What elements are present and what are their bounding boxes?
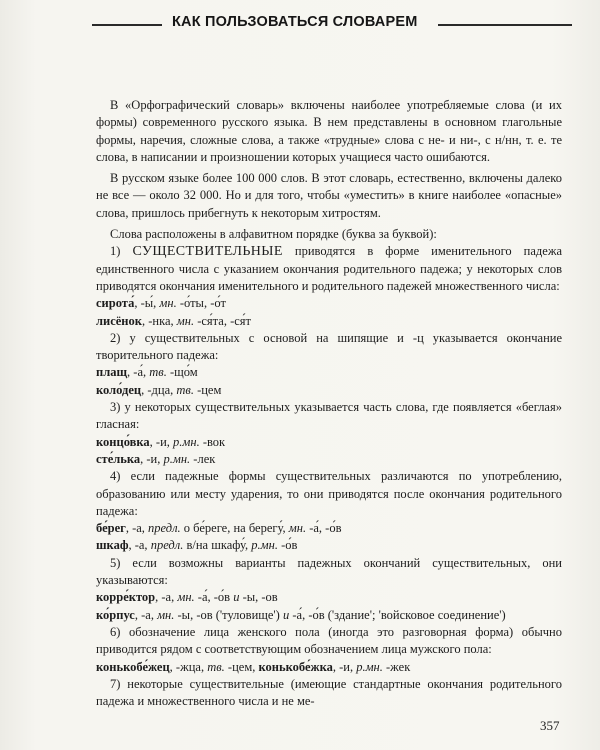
entry-text: -лек <box>190 451 216 466</box>
entry-lisyonok <box>96 313 562 330</box>
header-rule-left <box>92 24 162 26</box>
rule-2-paragraph: 2) у существительных с основой на шипящие и -ц указывается окончание творительного падежа: <box>96 330 562 363</box>
entry-text: , -а, <box>155 590 178 605</box>
entry-text: о бе́реге, на берегу́, <box>180 521 289 536</box>
page-number: 357 <box>540 718 560 733</box>
entry-kolodets <box>96 382 562 399</box>
entry-text: , -и, <box>149 434 174 449</box>
alphabetical-order-paragraph: Слова расположены в алфавитном порядке (буква за буквой): <box>110 227 437 242</box>
entry-sirota <box>96 295 562 312</box>
word-count-paragraph: В русском языке более 100 000 слов. В этот словарь, естественно, включены далеко не все — около 32 000. Но и для того, чтобы «уместить» в книге наиболее «опасные» слова, пришлось прибегнуть к некоторым хитростям. <box>96 171 562 220</box>
rule-3-paragraph: 3) у некоторых существительных указывается часть слова, где появляется «беглая» гласная: <box>96 400 562 432</box>
header-rule-right <box>438 24 572 26</box>
grammar-mark: мн. <box>288 521 307 536</box>
rule-5-paragraph: 5) если возможны варианты падежных окончаний существительных, они указываются: <box>96 555 562 588</box>
entry-text: , -жца, <box>169 659 208 674</box>
headword: плащ <box>96 365 128 380</box>
headword: конькобе́жец <box>96 659 170 674</box>
rule-6-paragraph: 6) обозначение лица женского пола (иногда это разговорная форма) обычно приводится рядом с соответствующим обозначением лица мужского пола: <box>96 624 562 657</box>
headword: лисёнок <box>96 313 142 328</box>
entry-text: -а́, -о́в <box>194 590 234 605</box>
rule-1-number: 1) <box>110 244 121 259</box>
entry-text: , -ы́, <box>134 296 160 311</box>
headword: концо́вка <box>96 434 150 449</box>
running-header <box>92 12 572 36</box>
entry-text: -о́ты, -о́т <box>176 296 226 311</box>
grammar-mark: мн. <box>177 590 195 605</box>
grammar-mark: тв. <box>176 382 194 397</box>
entry-shkaf <box>96 537 562 554</box>
headword: корре́ктор <box>96 590 156 605</box>
grammar-mark: мн. <box>157 607 175 622</box>
grammar-mark: мн. <box>159 296 177 311</box>
grammar-mark: и <box>282 607 290 622</box>
entry-text: -що́м <box>166 365 198 380</box>
grammar-mark: р.мн. <box>173 434 200 449</box>
rule-7-paragraph: 7) некоторые существительные (имеющие стандартные окончания родительного падежа и множественного числа и не ме- <box>96 676 562 709</box>
entry-text: , -и, <box>332 659 357 674</box>
headword: шкаф <box>96 538 129 553</box>
headword: бе́рег <box>96 521 126 536</box>
entry-text: , -нка, <box>141 313 177 328</box>
headword: конькобе́жка <box>258 659 333 674</box>
entry-text: , -а, <box>134 607 158 622</box>
entry-text: -цем, <box>224 659 259 674</box>
entry-bereg <box>96 520 562 537</box>
rule-1-text: приводятся в форме именительного падежа единственного числа с указанием окончания родительного падежа; у некоторых слов приводятся окончания именительного и родительного падежей множественного числа: <box>96 244 563 293</box>
entry-text: -жек <box>382 659 411 674</box>
entry-text: -а́, -о́в <box>306 521 342 536</box>
rule-4-paragraph: 4) если падежные формы существительных различаются по употреблению, образованию или месту ударения, то они приводятся после окончания родительного падежа: <box>96 469 562 518</box>
entry-text: -а́, -о́в ('здание'; 'войсковое соединение') <box>289 607 506 622</box>
page-body <box>96 97 562 710</box>
rule-1-paragraph <box>96 243 562 295</box>
entry-text: , -а́, <box>127 365 150 380</box>
entry-konkobezhets <box>96 659 562 676</box>
intro-paragraph: В «Орфографический словарь» включены наиболее употребляемые слова (и их формы) современного русского языка. В нем представлены в основном глагольные формы, наречия, сложные слова, а также «трудные» слова с не- и ни-, с н/нн, т. е. те слова, в написании и произношении которых учащиеся часто ошибаются. <box>96 98 562 164</box>
entry-text: -ы, -ов <box>239 590 278 605</box>
grammar-mark: предл. <box>150 538 184 553</box>
headword: сирота́ <box>96 296 135 311</box>
headword: ко́рпус <box>96 607 135 622</box>
entry-text: -цем <box>193 382 222 397</box>
entry-korpus <box>96 607 562 624</box>
headword: сте́лька <box>96 451 141 466</box>
entry-text: , -а, <box>128 538 151 553</box>
grammar-mark: р.мн. <box>163 451 191 466</box>
entry-text: -о́в <box>277 538 298 553</box>
entry-text: , -и, <box>140 451 164 466</box>
entry-text: в/на шкафу́, <box>183 538 252 553</box>
entry-text: -ся́та, -ся́т <box>194 313 251 328</box>
headword: коло́дец <box>96 382 142 397</box>
entry-text: , -дца, <box>141 382 177 397</box>
entry-korrektor <box>96 589 562 606</box>
grammar-mark: тв. <box>149 365 167 380</box>
entry-text: -вок <box>199 434 226 449</box>
entry-stelka <box>96 451 562 468</box>
grammar-mark: р.мн. <box>356 659 383 674</box>
entry-text: -ы, -ов ('туловище') <box>174 607 283 622</box>
grammar-mark: р.мн. <box>251 538 278 553</box>
entry-kontsovka <box>96 434 562 451</box>
grammar-mark: тв. <box>207 659 225 674</box>
grammar-mark: предл. <box>148 521 181 536</box>
rule-1-caps: СУЩЕСТВИТЕЛЬНЫЕ <box>132 244 283 260</box>
grammar-mark: и <box>233 590 240 605</box>
entry-text: , -а, <box>125 521 149 536</box>
header-title: КАК ПОЛЬЗОВАТЬСЯ СЛОВАРЕМ <box>172 14 418 30</box>
entry-plashch <box>96 364 562 381</box>
grammar-mark: мн. <box>176 313 195 328</box>
